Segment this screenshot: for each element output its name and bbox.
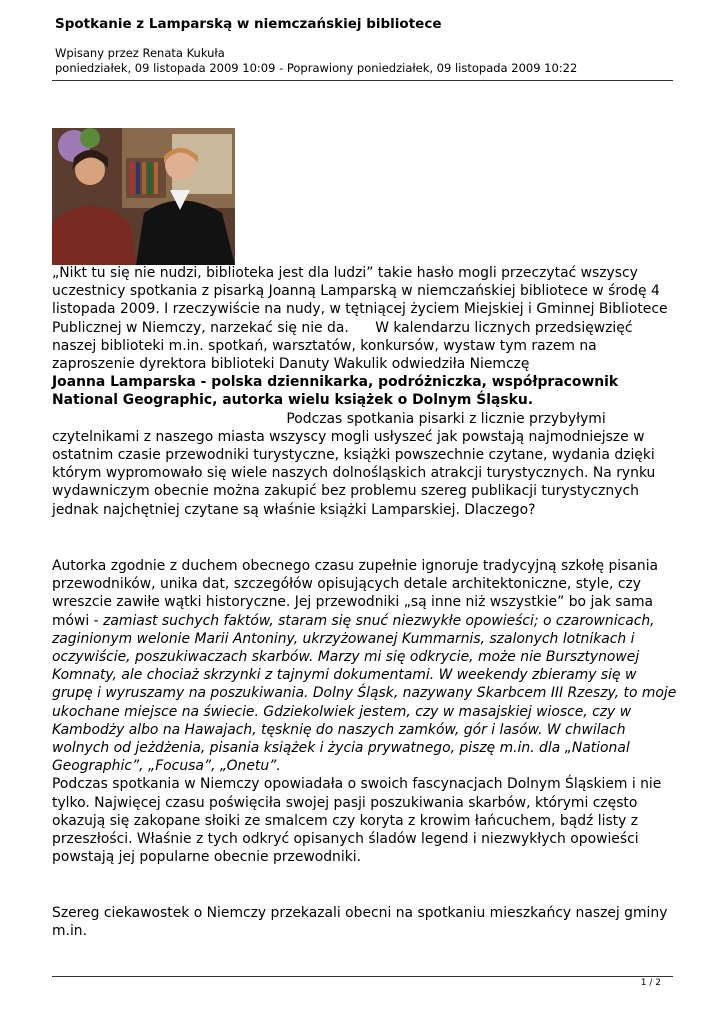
article-meta [55, 46, 577, 76]
header-divider [52, 80, 673, 81]
article-paragraph-2 [52, 557, 677, 866]
paragraph-intro: „Nikt tu się nie nudzi, biblioteka jest dla ludzi” takie hasło mogli przeczytać wszyscy uczestnicy spotkania z pisarką Joanną Lamparską w niemczańskiej bibliotece w środę 4 listopada 2009. I rzeczywiście na nudy, w tętniącej życiem Miejskiej i Gminnej Bibliotece Publicznej w Niemczy, narzekać się nie da. [52, 265, 668, 336]
paragraph-invitation: W kalendarzu licznych przedsięwzięć naszej biblioteki m.in. spotkań, warsztatów, konkursów, wystaw tym razem na zaproszenie dyrektora biblioteki Danuty Wakulik odwiedziła Niemczę [52, 319, 633, 373]
author-highlight: Joanna Lamparska - polska dziennikarka, podróżniczka, współpracownik National Geographic, autorka wielu książek o Dolnym Śląsku. [52, 374, 619, 409]
paragraph-curiosities: Szereg ciekawostek o Niemczy przekazali obecni na spotkaniu mieszkańcy naszej gminy m.in. [52, 905, 668, 940]
paragraph-author-style: Autorka zgodnie z duchem obecnego czasu zupełnie ignoruje tradycyjną szkołę pisania przewodników, unika dat, szczegółów opisujących detale architektoniczne, style, czy wreszcie zawiłe wątki historyczne. Jej przewodniki „są inne niż wszystkie” bo jak sama mówi - [52, 558, 659, 629]
photo-illustration [52, 128, 235, 265]
date-line: poniedziałek, 09 listopada 2009 10:09 - Poprawiony poniedziałek, 09 listopada 2009 10:22 [55, 61, 578, 75]
paragraph-meeting: Podczas spotkania pisarki z licznie przybyłymi czytelnikami z naszego miasta wszyscy mogli usłyszeć jak powstają najmodniejsze w ostatnim czasie przewodniki turystyczne, książki powszechnie czytane, wydania dzięki którym wypromowało się wiele naszych dolnośląskich atrakcji turystycznych. Na rynku wydawniczym obecnie można zakupić bez problemu szereg publikacji turystycznych jednak najchętniej czytane są właśnie książki Lamparskiej. Dlaczego? [52, 410, 656, 518]
article-photo [52, 128, 235, 265]
article-paragraph-1 [52, 264, 677, 519]
author-quote: zamiast suchych faktów, staram się snuć niezwykłe opowieści; o czarownicach, zaginionym welonie Marii Antoniny, ukrzyżowanej Kummarnis, szalonych lotnikach i oczywiście, poszukiwaczach skarbów. Marzy mi się odkrycie, może nie Bursztynowej Komnaty, ale chociaż skrzynki z tajnymi dokumentami. W weekendy zbieramy się w grupę i wyruszamy na poszukiwania. Dolny Śląsk, nazywany Skarbcem III Rzeszy, to moje ukochane miejsce na świecie. Gdziekolwiek jestem, czy w masajskiej wiosce, czy w Kambodży albo na Hawajach, tęsknię do naszych zamków, gór i lasów. W chwilach wolnych od jeżdżenia, pisania książek i życia prywatnego, piszę m.in. dla „National Geographic”, „Focusa”, „Onetu”. [52, 612, 677, 775]
page-number: 1 / 2 [640, 978, 661, 988]
paragraph-fascinations: Podczas spotkania w Niemczy opowiadała o swoich fascynacjach Dolnym Śląskiem i nie tylko. Najwięcej czasu poświęciła swojej pasji poszukiwania skarbów, którymi często okazują się zakopane słoiki ze smalcem czy koryta z krowim łańcuchem, bądź listy z przeszłości. Właśnie z tych odkryć opisanych śladów legend i niezwykłych opowieści powstają jej popularne obecnie przewodniki. [52, 776, 662, 866]
article-paragraph-3 [52, 904, 677, 940]
author-line: Wpisany przez Renata Kukuła [55, 46, 225, 60]
page-title: Spotkanie z Lamparską w niemczańskiej bibliotece [55, 16, 442, 32]
footer-divider [52, 976, 673, 977]
